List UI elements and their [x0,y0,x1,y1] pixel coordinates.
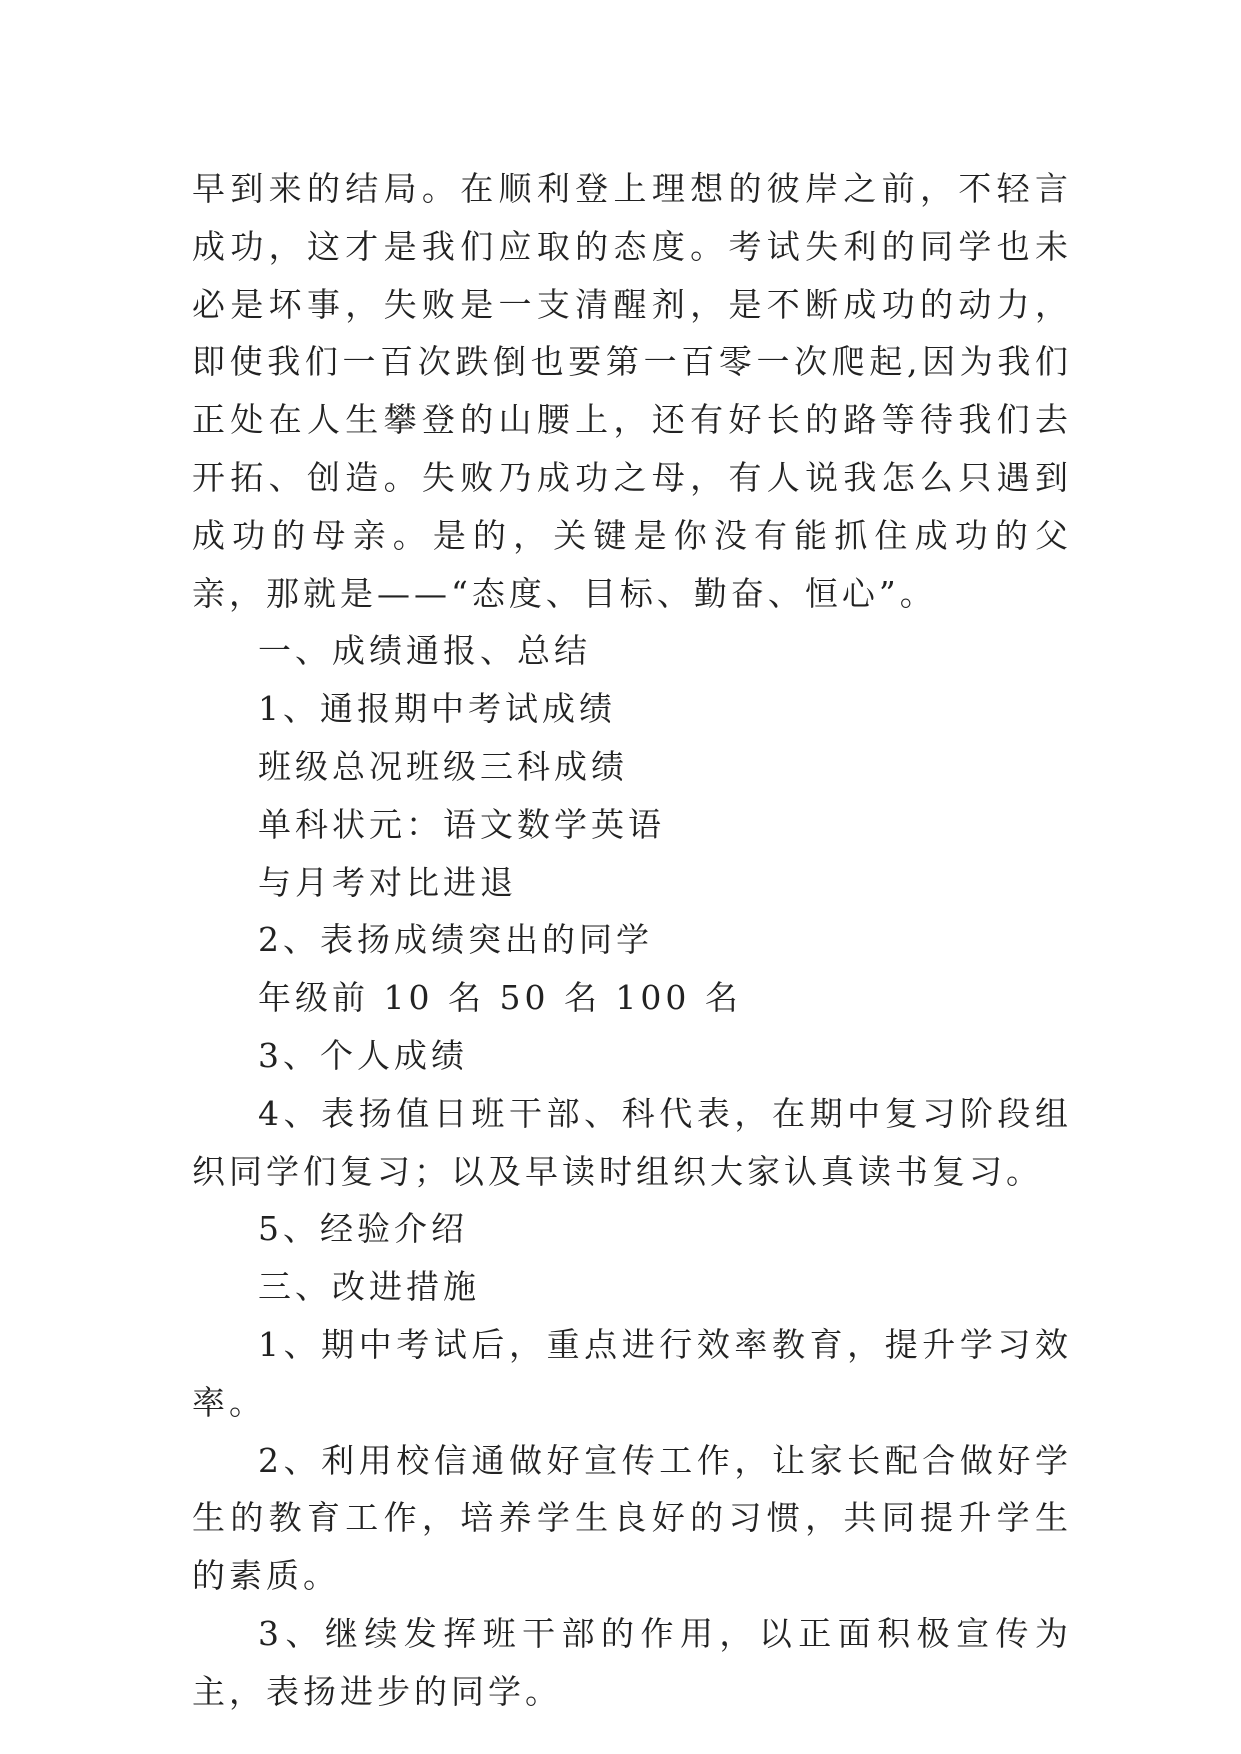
list-item: 年级前 10 名 50 名 100 名 [258,978,742,1018]
list-item: 1、期中考试后，重点进行效率教育，提升学习效率。 [192,1324,1072,1422]
paragraph-intro: 早到来的结局。在顺利登上理想的彼岸之前，不轻言成功，这才是我们应取的态度。考试失利的同学也未必是坏事，失败是一支清醒剂，是不断成功的动力，即使我们一百次跌倒也要第一百零一次爬起,因为我们正处在人生攀登的山腰上，还有好长的路等待我们去开拓、创造。失败乃成功之母，有人说我怎么只遇到成功的母亲。是的，关键是你没有能抓住成功的父亲，那就是——“态度、目标、勤奋、恒心”。 [192,169,1072,613]
list-item: 与月考对比进退 [258,862,517,902]
list-item: 2、利用校信通做好宣传工作，让家长配合做好学生的教育工作，培养学生良好的习惯，共同提升学生的素质。 [192,1440,1072,1596]
list-item: 2、表扬成绩突出的同学 [258,920,653,960]
list-item: 5、经验介绍 [258,1209,468,1249]
list-item: 3、继续发挥班干部的作用，以正面积极宣传为主，表扬进步的同学。 [192,1613,1072,1711]
heading-section-3: 三、改进措施 [258,1267,480,1307]
heading-section-1: 一、成绩通报、总结 [258,631,591,671]
list-item: 单科状元：语文数学英语 [258,804,665,844]
list-item: 4、表扬值日班干部、科代表，在期中复习阶段组织同学们复习；以及早读时组织大家认真读书复习。 [192,1093,1072,1191]
list-item: 1、通报期中考试成绩 [258,689,616,729]
list-item: 3、个人成绩 [258,1035,468,1075]
list-item: 班级总况班级三科成绩 [258,746,628,786]
document-body [192,160,1072,1721]
